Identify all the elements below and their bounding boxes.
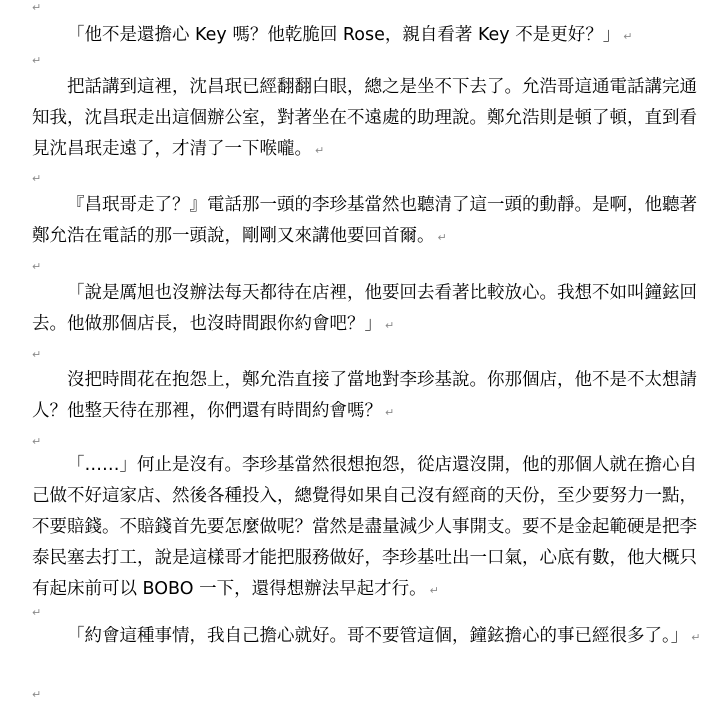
paragraph-mark: ↵: [32, 348, 42, 361]
paragraph-mark: ↵: [32, 172, 42, 185]
paragraph-text: 「他不是還擔心 Key 嗎？他乾脆回 Rose，親自看著 Key 不是更好？」: [67, 25, 621, 45]
paragraph-mark: ↵: [32, 260, 42, 273]
paragraph-6: [32, 450, 704, 606]
paragraph-mark: ↵: [32, 1, 42, 14]
paragraph-mark: ↵: [32, 688, 42, 701]
paragraph-mark: ↵: [385, 406, 395, 419]
paragraph-mark: ↵: [32, 606, 42, 619]
paragraph-mark: ↵: [691, 631, 701, 644]
paragraph-text: 『昌珉哥走了？』電話那一頭的李珍基當然也聽清了這一頭的動靜。是啊，他聽著鄭允浩在電話的那一頭說，剛剛又來講他要回首爾。: [32, 195, 697, 246]
paragraph-text: 「……」何止是沒有。李珍基當然很想抱怨，從店還沒開，他的那個人就在擔心自己做不好這家店、然後各種投入，總覺得如果自己沒有經商的天份，至少要努力一點，不要賠錢。不賠錢首先要怎麼做呢？當然是盡量減少人事開支。要不是金起範硬是把李泰民塞去打工，說是這樣哥才能把服務做好，李珍基吐出一口氣，心底有數，他大概只有起床前可以 BOBO 一下，還得想辦法早起才行。: [32, 455, 697, 599]
paragraph-5: [32, 365, 704, 428]
paragraph-1: [32, 20, 704, 52]
paragraph-mark: ↵: [429, 584, 439, 597]
paragraph-text: 把話講到這裡，沈昌珉已經翻翻白眼，總之是坐不下去了。允浩哥這通電話講完通知我，沈昌珉走出這個辦公室，對著坐在不遠處的助理說。鄭允浩則是頓了頓，直到看見沈昌珉走遠了，才清了一下喉嚨。: [32, 77, 697, 159]
paragraph-3: [32, 190, 704, 253]
paragraph-mark: ↵: [315, 144, 325, 157]
paragraph-mark: ↵: [623, 30, 633, 43]
paragraph-text: 「約會這種事情，我自己擔心就好。哥不要管這個，鐘鉉擔心的事已經很多了。」: [67, 626, 689, 646]
paragraph-mark: ↵: [385, 319, 395, 332]
paragraph-mark: ↵: [32, 54, 42, 67]
paragraph-4: [32, 278, 704, 341]
paragraph-7: [32, 621, 704, 653]
paragraph-mark: ↵: [32, 435, 42, 448]
paragraph-text: 「說是厲旭也沒辦法每天都待在店裡，他要回去看著比較放心。我想不如叫鐘鉉回去。他做那個店長，也沒時間跟你約會吧？」: [32, 283, 697, 334]
paragraph-mark: ↵: [437, 231, 447, 244]
paragraph-2: [32, 72, 704, 166]
paragraph-text: 沒把時間花在抱怨上，鄭允浩直接了當地對李珍基說。你那個店，他不是不太想請人？他整天待在那裡，你們還有時間約會嗎？: [32, 370, 697, 421]
